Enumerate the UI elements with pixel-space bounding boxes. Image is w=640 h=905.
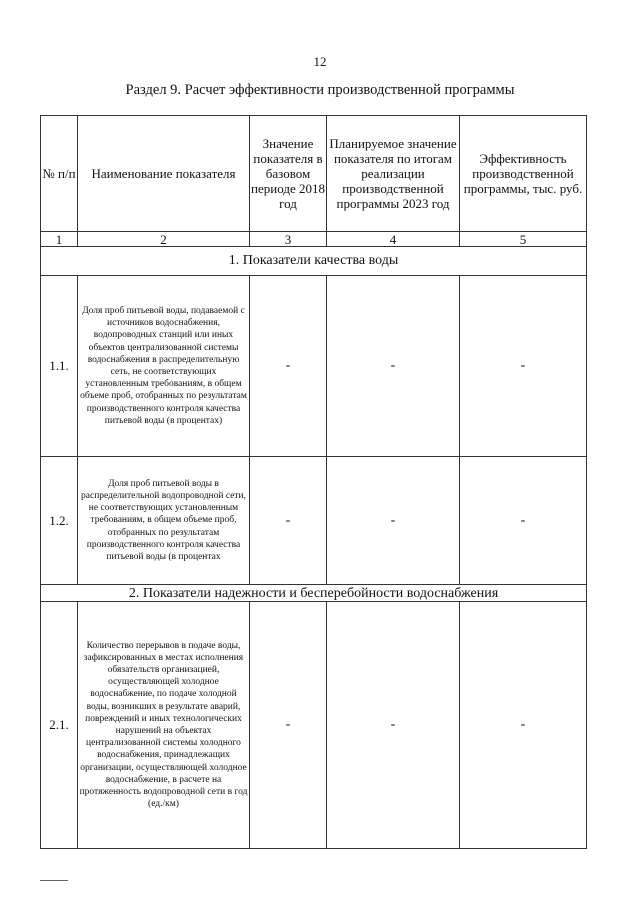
- base-value: -: [250, 602, 327, 849]
- section-title: Раздел 9. Расчет эффективности производственной программы: [125, 82, 515, 98]
- column-number: 1: [41, 232, 78, 247]
- table-header-row: [41, 116, 587, 232]
- row-number: 1.1.: [41, 276, 78, 457]
- page-number: 12: [313, 54, 327, 69]
- indicator-name: Доля проб питьевой воды, подаваемой с источников водоснабжения, водопроводных станций или иных объектов централизованной системы водоснабжения в распределительную сеть, не соответствующих установленным требованиям, в общем объеме проб, отобранных по результатам производственного контроля качества питьевой воды (в процентах): [78, 276, 250, 457]
- footer-rule: [40, 880, 68, 881]
- header-efficiency: Эффективность производственной программы, тыс. руб.: [460, 116, 587, 232]
- base-value: -: [250, 457, 327, 585]
- efficiency-value: -: [460, 457, 587, 585]
- planned-value: -: [327, 602, 460, 849]
- section-heading: 2. Показатели надежности и бесперебойности водоснабжения: [41, 585, 587, 602]
- table-row: [41, 602, 587, 849]
- table-row: [41, 276, 587, 457]
- section-row: [41, 585, 587, 602]
- indicator-name: Доля проб питьевой воды в распределительной водопроводной сети, не соответствующих установленным требованиям, в общем объеме проб, отобранных по результатам производственного контроля качества питьевой воды (в процентах: [78, 457, 250, 585]
- header-num: № п/п: [41, 116, 78, 232]
- section-row: [41, 247, 587, 276]
- header-base-value: Значение показателя в базовом периоде 2018 год: [250, 116, 327, 232]
- column-number: 4: [327, 232, 460, 247]
- column-number: 2: [78, 232, 250, 247]
- header-planned-value: Планируемое значение показателя по итогам реализации производственной программы 2023 год: [327, 116, 460, 232]
- column-number: 3: [250, 232, 327, 247]
- efficiency-value: -: [460, 602, 587, 849]
- header-name: Наименование показателя: [78, 116, 250, 232]
- efficiency-table: [40, 115, 587, 849]
- indicator-name: Количество перерывов в подаче воды, зафиксированных в местах исполнения обязательств организацией, осуществляющей холодное водоснабжение, по подаче холодной воды, возникших в результате аварий, повреждений и иных технологических нарушений на объектах централизованной системы холодного водоснабжения, принадлежащих организации, осуществляющей холодное водоснабжение, в расчете на протяженность водопроводной сети в год (ед./км): [78, 602, 250, 849]
- column-number-row: [41, 232, 587, 247]
- row-number: 1.2.: [41, 457, 78, 585]
- planned-value: -: [327, 276, 460, 457]
- row-number: 2.1.: [41, 602, 78, 849]
- section-heading: 1. Показатели качества воды: [41, 247, 587, 276]
- column-number: 5: [460, 232, 587, 247]
- base-value: -: [250, 276, 327, 457]
- planned-value: -: [327, 457, 460, 585]
- table-row: [41, 457, 587, 585]
- efficiency-value: -: [460, 276, 587, 457]
